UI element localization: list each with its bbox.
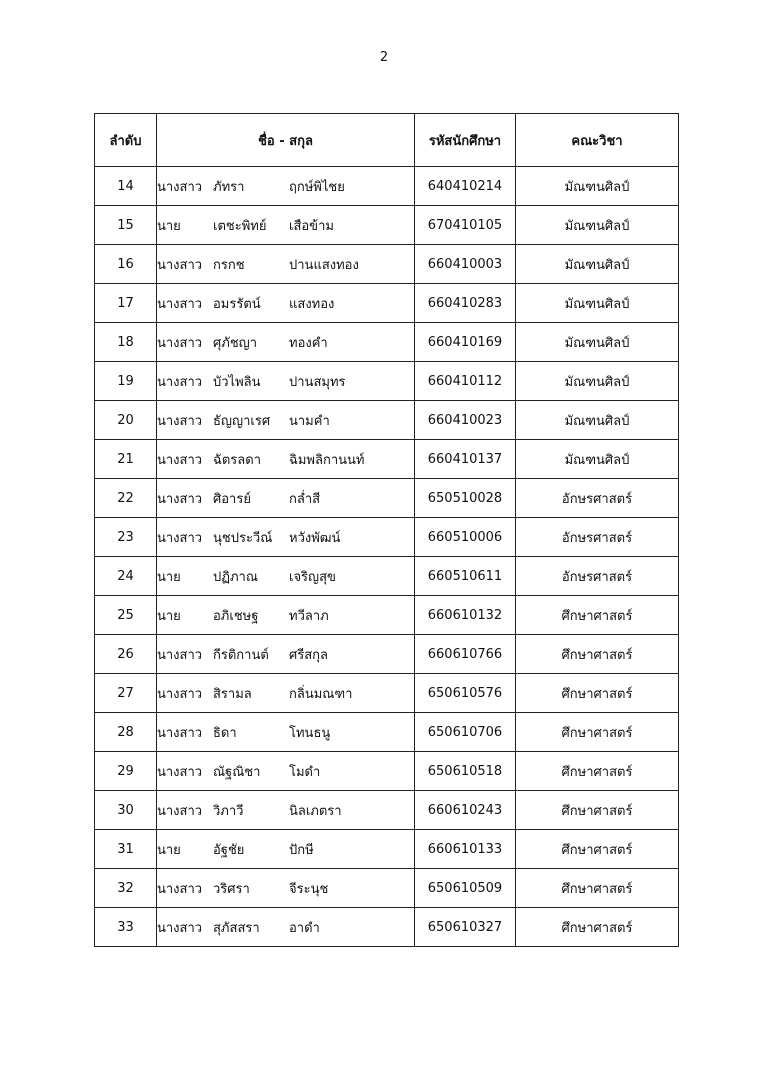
row-number: 29 (95, 752, 157, 791)
first-name: ศุภัชญา (213, 335, 258, 351)
faculty: ศึกษาศาสตร์ (516, 791, 679, 830)
student-id: 660610766 (415, 635, 516, 674)
student-id: 640410214 (415, 167, 516, 206)
header-name: ชื่อ - สกุล (157, 114, 415, 167)
row-number: 18 (95, 323, 157, 362)
table-row (95, 167, 679, 206)
student-name (157, 635, 415, 674)
last-name: โทนธนู (289, 725, 331, 741)
student-id: 660610243 (415, 791, 516, 830)
last-name: ฤกษ์พิไชย (289, 179, 345, 195)
last-name: จีระนุช (289, 881, 329, 897)
first-name: สุภัสสรา (213, 920, 260, 936)
student-id: 660410137 (415, 440, 516, 479)
first-name: บัวไพลิน (213, 374, 261, 390)
first-name: เตชะพิทย์ (213, 218, 267, 234)
name-title: นาย (157, 608, 181, 624)
row-number: 27 (95, 674, 157, 713)
faculty: ศึกษาศาสตร์ (516, 752, 679, 791)
row-number: 16 (95, 245, 157, 284)
faculty: มัณฑนศิลป์ (516, 323, 679, 362)
student-id: 670410105 (415, 206, 516, 245)
last-name: ปักษี (289, 842, 314, 858)
student-id: 650610509 (415, 869, 516, 908)
table-row (95, 752, 679, 791)
student-name (157, 401, 415, 440)
table-row (95, 869, 679, 908)
faculty: มัณฑนศิลป์ (516, 284, 679, 323)
name-title: นางสาว (157, 296, 203, 312)
table-row (95, 674, 679, 713)
faculty: มัณฑนศิลป์ (516, 440, 679, 479)
first-name: ศิอารย์ (213, 491, 251, 507)
table-row (95, 518, 679, 557)
table-row (95, 596, 679, 635)
student-name (157, 908, 415, 947)
row-number: 24 (95, 557, 157, 596)
row-number: 33 (95, 908, 157, 947)
student-roster-table (94, 113, 679, 947)
faculty: ศึกษาศาสตร์ (516, 674, 679, 713)
name-title: นาย (157, 218, 181, 234)
name-title: นางสาว (157, 686, 203, 702)
name-title: นางสาว (157, 413, 203, 429)
student-id: 650610706 (415, 713, 516, 752)
first-name: สิรามล (213, 686, 252, 702)
name-title: นางสาว (157, 920, 203, 936)
first-name: อัฐชัย (213, 842, 245, 858)
first-name: ปฏิภาณ (213, 569, 258, 585)
faculty: ศึกษาศาสตร์ (516, 713, 679, 752)
student-name (157, 284, 415, 323)
faculty: อักษรศาสตร์ (516, 518, 679, 557)
first-name: ฉัตรลดา (213, 452, 261, 468)
last-name: นามคำ (289, 413, 330, 429)
table-row (95, 635, 679, 674)
student-name (157, 518, 415, 557)
table-header-row (95, 114, 679, 167)
row-number: 21 (95, 440, 157, 479)
table-row (95, 206, 679, 245)
row-number: 20 (95, 401, 157, 440)
student-name (157, 479, 415, 518)
student-name (157, 167, 415, 206)
student-name (157, 830, 415, 869)
first-name: กรกช (213, 257, 245, 273)
student-name (157, 713, 415, 752)
faculty: มัณฑนศิลป์ (516, 245, 679, 284)
faculty: อักษรศาสตร์ (516, 557, 679, 596)
last-name: กล่ำสี (289, 491, 321, 507)
first-name: อมรรัตน์ (213, 296, 261, 312)
last-name: หวังพัฒน์ (289, 530, 341, 546)
faculty: มัณฑนศิลป์ (516, 362, 679, 401)
student-id: 660410003 (415, 245, 516, 284)
student-id: 660410112 (415, 362, 516, 401)
student-name (157, 323, 415, 362)
row-number: 17 (95, 284, 157, 323)
last-name: เสือข้าม (289, 218, 334, 234)
first-name: ณัฐณิชา (213, 764, 261, 780)
faculty: ศึกษาศาสตร์ (516, 830, 679, 869)
table-row (95, 245, 679, 284)
student-name (157, 869, 415, 908)
student-id: 660410283 (415, 284, 516, 323)
row-number: 14 (95, 167, 157, 206)
header-faculty: คณะวิชา (516, 114, 679, 167)
student-id: 660510006 (415, 518, 516, 557)
name-title: นางสาว (157, 257, 203, 273)
student-name (157, 245, 415, 284)
student-id: 650610327 (415, 908, 516, 947)
student-id: 660410169 (415, 323, 516, 362)
last-name: กลิ่นมณฑา (289, 686, 353, 702)
faculty: ศึกษาศาสตร์ (516, 869, 679, 908)
table-row (95, 908, 679, 947)
last-name: ปานสมุทร (289, 374, 346, 390)
name-title: นางสาว (157, 491, 203, 507)
student-id: 660610132 (415, 596, 516, 635)
row-number: 26 (95, 635, 157, 674)
student-name (157, 752, 415, 791)
name-title: นางสาว (157, 803, 203, 819)
student-id: 660610133 (415, 830, 516, 869)
student-id: 660510611 (415, 557, 516, 596)
first-name: นุชประวีณ์ (213, 530, 273, 546)
student-id: 660410023 (415, 401, 516, 440)
last-name: นิลเภตรา (289, 803, 342, 819)
table-row (95, 362, 679, 401)
student-id: 650610576 (415, 674, 516, 713)
row-number: 23 (95, 518, 157, 557)
last-name: แสงทอง (289, 296, 335, 312)
faculty: ศึกษาศาสตร์ (516, 908, 679, 947)
row-number: 19 (95, 362, 157, 401)
page-number: 2 (379, 50, 389, 65)
row-number: 25 (95, 596, 157, 635)
row-number: 28 (95, 713, 157, 752)
last-name: ทองคำ (289, 335, 328, 351)
student-id: 650510028 (415, 479, 516, 518)
row-number: 32 (95, 869, 157, 908)
name-title: นางสาว (157, 764, 203, 780)
first-name: อภิเชษฐ (213, 608, 259, 624)
last-name: ทวีลาภ (289, 608, 329, 624)
table-row (95, 440, 679, 479)
last-name: เจริญสุข (289, 569, 336, 585)
student-name (157, 791, 415, 830)
student-id: 650610518 (415, 752, 516, 791)
student-name (157, 674, 415, 713)
last-name: โมดำ (289, 764, 321, 780)
table-row (95, 557, 679, 596)
header-student-id: รหัสนักศึกษา (415, 114, 516, 167)
table-row (95, 791, 679, 830)
last-name: ศรีสกุล (289, 647, 329, 663)
faculty: ศึกษาศาสตร์ (516, 635, 679, 674)
name-title: นาย (157, 842, 181, 858)
first-name: วิภาวี (213, 803, 244, 819)
name-title: นางสาว (157, 335, 203, 351)
name-title: นางสาว (157, 647, 203, 663)
last-name: อาดำ (289, 920, 320, 936)
first-name: ธัญญาเรศ (213, 413, 271, 429)
faculty: มัณฑนศิลป์ (516, 401, 679, 440)
faculty: มัณฑนศิลป์ (516, 167, 679, 206)
table-row (95, 284, 679, 323)
name-title: นางสาว (157, 530, 203, 546)
name-title: นางสาว (157, 374, 203, 390)
first-name: ภัทรา (213, 179, 245, 195)
header-no: ลำดับ (95, 114, 157, 167)
first-name: วริศรา (213, 881, 250, 897)
table-row (95, 830, 679, 869)
name-title: นางสาว (157, 725, 203, 741)
student-name (157, 557, 415, 596)
last-name: ฉิมพลิกานนท์ (289, 452, 365, 468)
name-title: นาย (157, 569, 181, 585)
row-number: 30 (95, 791, 157, 830)
first-name: กีรติกานต์ (213, 647, 269, 663)
table-body (95, 167, 679, 947)
table-row (95, 713, 679, 752)
row-number: 22 (95, 479, 157, 518)
name-title: นางสาว (157, 881, 203, 897)
row-number: 31 (95, 830, 157, 869)
row-number: 15 (95, 206, 157, 245)
faculty: อักษรศาสตร์ (516, 479, 679, 518)
table-row (95, 479, 679, 518)
name-title: นางสาว (157, 452, 203, 468)
table-row (95, 323, 679, 362)
student-name (157, 596, 415, 635)
faculty: มัณฑนศิลป์ (516, 206, 679, 245)
faculty: ศึกษาศาสตร์ (516, 596, 679, 635)
first-name: ธิดา (213, 725, 237, 741)
student-name (157, 440, 415, 479)
student-name (157, 362, 415, 401)
table-row (95, 401, 679, 440)
name-title: นางสาว (157, 179, 203, 195)
last-name: ปานแสงทอง (289, 257, 359, 273)
student-name (157, 206, 415, 245)
